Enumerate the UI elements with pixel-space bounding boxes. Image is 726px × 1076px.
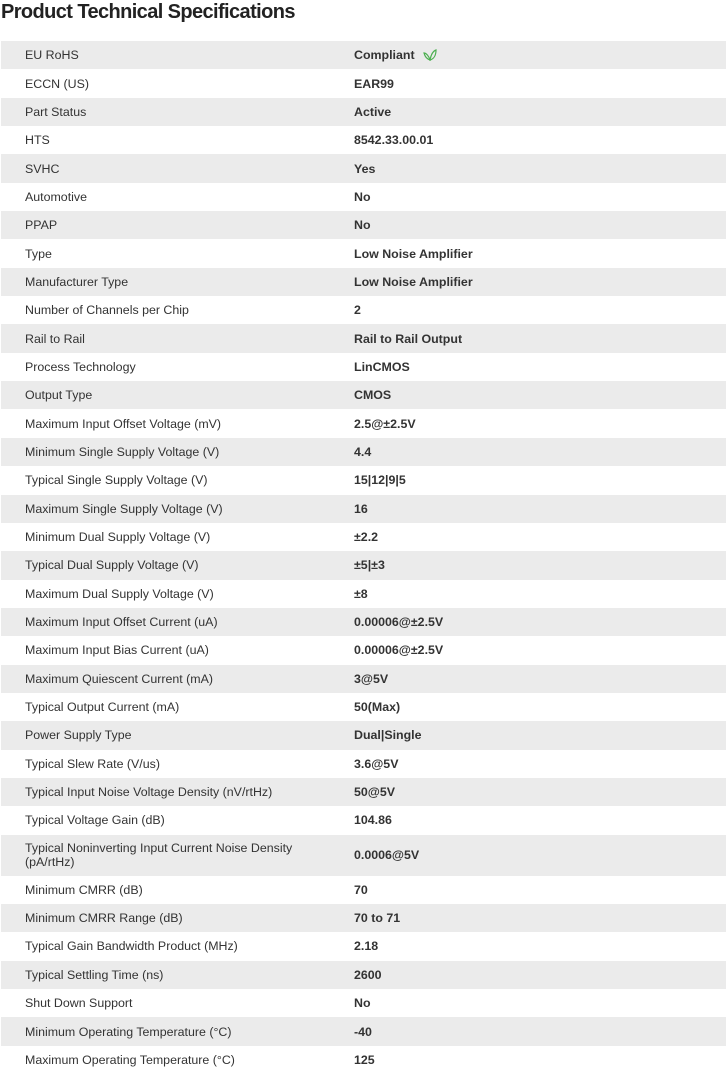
spec-value-text: 2.5@±2.5V [354, 416, 416, 431]
spec-value [353, 218, 371, 232]
spec-label: Minimum Single Supply Voltage (V) [25, 444, 220, 459]
spec-label: Maximum Dual Supply Voltage (V) [25, 586, 214, 601]
spec-value-text: Compliant [354, 48, 415, 63]
spec-value [353, 615, 443, 629]
spec-label: Shut Down Support [25, 996, 133, 1011]
spec-label: Typical Settling Time (ns) [25, 967, 164, 982]
spec-value-text: 104.86 [354, 813, 392, 828]
page-title: Product Technical Specifications [1, 1, 295, 23]
spec-value [353, 303, 361, 317]
spec-value [353, 700, 400, 714]
spec-value [353, 445, 371, 459]
spec-value [353, 133, 433, 147]
spec-row [1, 296, 726, 324]
spec-value-text: 125 [354, 1052, 375, 1067]
spec-value-text: 3@5V [354, 671, 389, 686]
spec-value-text: CMOS [354, 388, 392, 403]
spec-row [1, 98, 726, 126]
spec-value-text: ±2.2 [354, 530, 379, 545]
spec-value [353, 48, 437, 62]
spec-label: Output Type [25, 388, 93, 403]
spec-label: Minimum CMRR (dB) [25, 882, 143, 897]
spec-value [353, 388, 391, 402]
spec-value [353, 728, 422, 742]
spec-label: Part Status [25, 104, 87, 119]
spec-value-text: Low Noise Amplifier [354, 274, 473, 289]
spec-row [1, 608, 726, 636]
spec-value-text: 2600 [354, 967, 382, 982]
spec-value [353, 813, 392, 827]
spec-value [353, 911, 400, 925]
spec-value [353, 996, 371, 1010]
spec-value [353, 332, 462, 346]
spec-value-text: 50(Max) [354, 700, 401, 715]
spec-row [1, 750, 726, 778]
spec-row [1, 353, 726, 381]
spec-value-text: 2 [354, 303, 361, 318]
spec-label: Maximum Input Bias Current (uA) [25, 643, 209, 658]
spec-value-text: 50@5V [354, 785, 396, 800]
spec-value-text: ±8 [354, 586, 368, 601]
spec-row [1, 636, 726, 664]
spec-row [1, 1017, 726, 1045]
spec-row [1, 665, 726, 693]
spec-row [1, 806, 726, 834]
spec-label: Typical Input Noise Voltage Density (nV/rtHz) [25, 785, 273, 800]
spec-value-text: Yes [354, 161, 376, 176]
spec-label: Manufacturer Type [25, 274, 129, 289]
spec-value [353, 275, 473, 289]
spec-row [1, 876, 726, 904]
spec-value [353, 530, 378, 544]
spec-value-text: 0.0006@5V [354, 848, 420, 863]
spec-value-text: Active [354, 104, 392, 119]
spec-value [353, 1025, 372, 1039]
spec-label: EU RoHS [25, 48, 79, 63]
spec-row [1, 835, 726, 876]
spec-label: ECCN (US) [25, 76, 90, 91]
spec-row [1, 904, 726, 932]
spec-value [353, 757, 398, 771]
spec-row [1, 1046, 726, 1074]
spec-row [1, 932, 726, 960]
spec-value-text: Low Noise Amplifier [354, 246, 473, 261]
spec-row [1, 989, 726, 1017]
spec-label: Number of Channels per Chip [25, 303, 189, 318]
spec-row [1, 466, 726, 494]
spec-value [353, 968, 382, 982]
spec-row [1, 961, 726, 989]
spec-value [353, 360, 410, 374]
spec-label: Maximum Input Offset Current (uA) [25, 615, 218, 630]
spec-value-text: 8542.33.00.01 [354, 133, 434, 148]
spec-value [353, 247, 473, 261]
spec-label: Minimum Operating Temperature (°C) [25, 1024, 232, 1039]
spec-value [353, 939, 378, 953]
spec-value [353, 1053, 375, 1067]
spec-label: Typical Slew Rate (V/us) [25, 756, 160, 771]
spec-value-text: 2.18 [354, 939, 379, 954]
spec-value-text: Dual|Single [354, 728, 422, 743]
spec-label: Typical Voltage Gain (dB) [25, 813, 165, 828]
spec-value-text: 0.00006@±2.5V [354, 615, 444, 630]
spec-label: Automotive [25, 189, 87, 204]
spec-label: Minimum CMRR Range (dB) [25, 911, 183, 926]
spec-row [1, 239, 726, 267]
spec-row [1, 211, 726, 239]
spec-value-text: EAR99 [354, 76, 394, 91]
spec-value-text: 16 [354, 501, 368, 516]
spec-label: Typical Dual Supply Voltage (V) [25, 558, 199, 573]
spec-label: SVHC [25, 161, 60, 176]
spec-label: HTS [25, 133, 50, 148]
spec-row [1, 268, 726, 296]
spec-row [1, 126, 726, 154]
spec-value [353, 883, 368, 897]
leaf-icon [423, 49, 437, 61]
spec-value-text: ±5|±3 [354, 558, 385, 573]
spec-label: Maximum Single Supply Voltage (V) [25, 501, 223, 516]
spec-value [353, 643, 443, 657]
spec-value [353, 77, 394, 91]
spec-value-text: No [354, 189, 371, 204]
spec-row [1, 580, 726, 608]
spec-row [1, 183, 726, 211]
spec-label: Rail to Rail [25, 331, 85, 346]
spec-row [1, 381, 726, 409]
spec-value-text: 70 to 71 [354, 911, 401, 926]
spec-label: Maximum Input Offset Voltage (mV) [25, 416, 222, 431]
spec-value [353, 105, 391, 119]
spec-row [1, 41, 726, 69]
spec-value-text: 0.00006@±2.5V [354, 643, 444, 658]
spec-value [353, 417, 416, 431]
spec-label: Typical Gain Bandwidth Product (MHz) [25, 939, 238, 954]
spec-value [353, 558, 385, 572]
spec-value-text: LinCMOS [354, 359, 410, 374]
spec-value [353, 848, 419, 862]
spec-label: Power Supply Type [25, 728, 132, 743]
spec-row [1, 324, 726, 352]
spec-row [1, 495, 726, 523]
spec-row [1, 154, 726, 182]
spec-label: PPAP [25, 218, 58, 233]
spec-row [1, 721, 726, 749]
spec-row [1, 438, 726, 466]
spec-value-text: Rail to Rail Output [354, 331, 463, 346]
spec-label: Process Technology [25, 359, 136, 374]
spec-value [353, 587, 368, 601]
spec-row [1, 551, 726, 579]
spec-row [1, 69, 726, 97]
specs-table [1, 41, 726, 1074]
spec-label: Maximum Quiescent Current (mA) [25, 671, 213, 686]
spec-value [353, 502, 368, 516]
spec-row [1, 778, 726, 806]
spec-row [1, 523, 726, 551]
spec-label: Typical Single Supply Voltage (V) [25, 473, 208, 488]
spec-value [353, 785, 395, 799]
spec-value-text: 3.6@5V [354, 756, 399, 771]
spec-label: Maximum Operating Temperature (°C) [25, 1052, 235, 1067]
spec-value-text: 4.4 [354, 444, 372, 459]
spec-row [1, 693, 726, 721]
spec-label: Typical Noninverting Input Current Noise Density (pA/rtHz) [25, 841, 293, 870]
spec-value [353, 473, 406, 487]
spec-value [353, 162, 375, 176]
spec-value-text: No [354, 996, 371, 1011]
spec-label: Typical Output Current (mA) [25, 700, 180, 715]
spec-value-text: 70 [354, 882, 368, 897]
spec-value-text: 15|12|9|5 [354, 473, 406, 488]
spec-value-text: -40 [354, 1024, 372, 1039]
spec-value-text: No [354, 218, 371, 233]
spec-value [353, 672, 388, 686]
spec-row [1, 409, 726, 437]
spec-label: Type [25, 246, 52, 261]
spec-label: Minimum Dual Supply Voltage (V) [25, 530, 211, 545]
spec-value [353, 190, 371, 204]
